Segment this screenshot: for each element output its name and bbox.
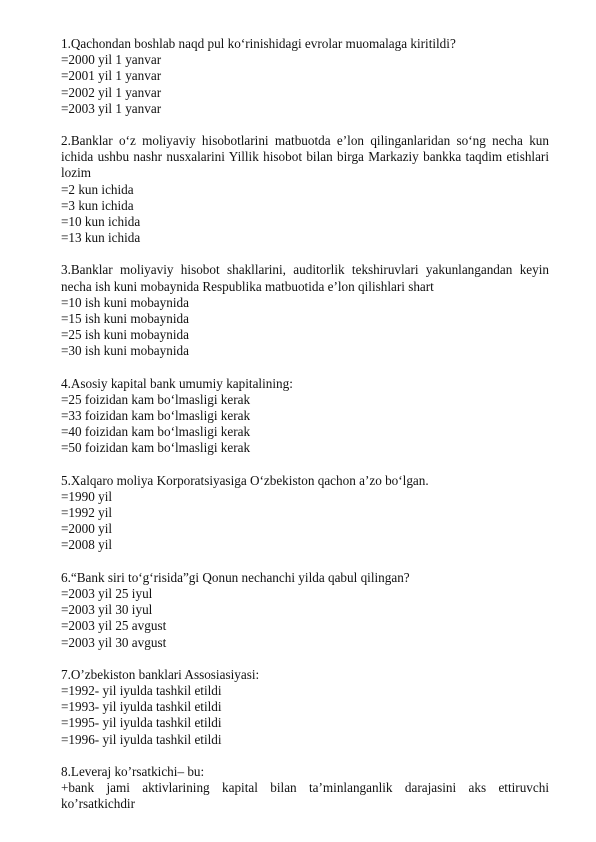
question-8 <box>61 764 549 813</box>
answer-option: =2002 yil 1 yanvar <box>61 84 162 100</box>
answer-option: =2008 yil <box>61 537 113 553</box>
answer-option: =25 foizidan kam bo‘lmasligi kerak <box>61 391 251 407</box>
answer-option: =25 ish kuni mobaynida <box>61 327 189 343</box>
question-7 <box>61 667 549 748</box>
answer-option: =33 foizidan kam bo‘lmasligi kerak <box>61 408 251 424</box>
answer-option: =2000 yil 1 yanvar <box>61 52 162 68</box>
question-text: 7.O’zbekiston banklari Assosiasiyasi: <box>61 666 260 682</box>
answer-option: =2003 yil 30 avgust <box>61 634 167 650</box>
answer-option: =1993- yil iyulda tashkil etildi <box>61 699 222 715</box>
answer-option: =10 ish kuni mobaynida <box>61 294 189 310</box>
question-text: 4.Asosiy kapital bank umumiy kapitalining: <box>61 375 293 391</box>
answer-option: =1995- yil iyulda tashkil etildi <box>61 715 222 731</box>
answer-option: =50 foizidan kam bo‘lmasligi kerak <box>61 440 251 456</box>
question-text: 2.Banklar o‘z moliyaviy hisobotlarini matbuotda e’lon qilinganlaridan so‘ng necha kun ichida ushbu nashr nusxalarini Yillik hisobot bilan birga Markaziy bankka taqdim etishlari lozim <box>61 133 549 181</box>
question-text: 5.Xalqaro moliya Korporatsiyasiga O‘zbekiston qachon a’zo bo‘lgan. <box>61 472 429 488</box>
answer-option: +bank jami aktivlarining kapital bilan ta’minlanganlik darajasini aks ettiruvchi ko’rsatkichdir <box>61 779 549 812</box>
question-3 <box>61 262 549 359</box>
answer-option: =2001 yil 1 yanvar <box>61 68 162 84</box>
question-text: 6.“Bank siri to‘g‘risida”gi Qonun nechanchi yilda qabul qilingan? <box>61 569 410 585</box>
answer-option: =30 ish kuni mobaynida <box>61 343 189 359</box>
answer-option: =15 ish kuni mobaynida <box>61 311 189 327</box>
answer-option: =2 kun ichida <box>61 181 134 197</box>
answer-option: =2003 yil 30 iyul <box>61 602 153 618</box>
answer-option: =2003 yil 25 iyul <box>61 585 153 601</box>
answer-option: =1992- yil iyulda tashkil etildi <box>61 682 222 698</box>
question-text: 8.Leveraj ko’rsatkichi– bu: <box>61 763 205 779</box>
document-page <box>61 36 549 828</box>
answer-option: =2003 yil 1 yanvar <box>61 100 162 116</box>
answer-option: =10 kun ichida <box>61 214 141 230</box>
answer-option: =1990 yil <box>61 488 113 504</box>
answer-option: =2000 yil <box>61 521 113 537</box>
answer-option: =1996- yil iyulda tashkil etildi <box>61 731 222 747</box>
question-2 <box>61 133 549 246</box>
answer-option: =40 foizidan kam bo‘lmasligi kerak <box>61 424 251 440</box>
question-4 <box>61 376 549 457</box>
question-text: 3.Banklar moliyaviy hisobot shakllarini, auditorlik tekshiruvlari yakunlangandan keyin necha ish kuni mobaynida Respublika matbuotida e’lon qilishlari shart <box>61 262 549 294</box>
answer-option: =3 kun ichida <box>61 197 134 213</box>
question-1 <box>61 36 549 117</box>
answer-option: =13 kun ichida <box>61 230 141 246</box>
question-5 <box>61 473 549 554</box>
answer-option: =1992 yil <box>61 505 113 521</box>
answer-option: =2003 yil 25 avgust <box>61 618 167 634</box>
question-6 <box>61 570 549 651</box>
question-text: 1.Qachondan boshlab naqd pul ko‘rinishidagi evrolar muomalaga kiritildi? <box>61 36 456 51</box>
